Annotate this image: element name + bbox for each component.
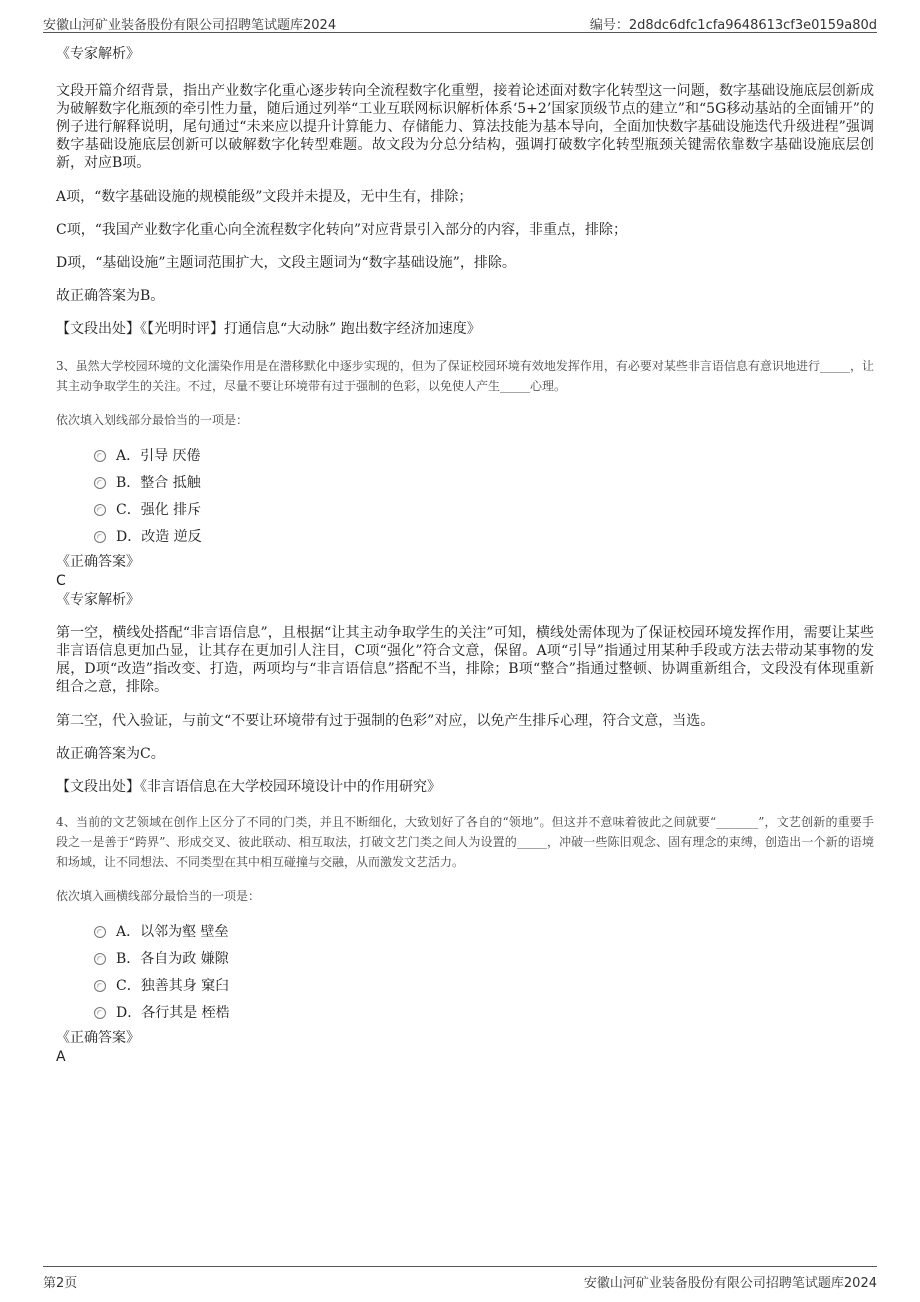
radio-icon[interactable] (94, 926, 106, 938)
option-b[interactable]: B．各自为政 嫌隙 (94, 949, 874, 969)
answer-statement: 故正确答案为B。 (56, 288, 165, 304)
correct-answer-label: 《正确答案》 (56, 1030, 140, 1046)
radio-icon[interactable] (94, 1007, 106, 1019)
analysis-paragraph: A项，“数字基础设施的规模能级”文段并未提及，无中生有，排除； (56, 189, 473, 205)
option-a[interactable]: A．以邻为壑 壁垒 (94, 922, 874, 942)
page-footer (43, 1266, 877, 1291)
page-number: 第2页 (43, 1276, 78, 1291)
answer-statement: 故正确答案为C。 (56, 746, 165, 762)
correct-answer-label: 《正确答案》 (56, 554, 140, 570)
analysis-paragraph: 第二空，代入验证，与前文“不要让环境带有过于强制的色彩”对应，以免产生排斥心理，符合文意，当选。 (56, 713, 715, 729)
analysis-paragraph: D项，“基础设施”主题词范围扩大，文段主题词为“数字基础设施”，排除。 (56, 255, 516, 271)
analysis-paragraph: C项，“我国产业数字化重心向全流程数字化转向”对应背景引入部分的内容，非重点，排除； (56, 222, 628, 238)
option-d[interactable]: D．改造 逆反 (94, 527, 874, 547)
option-d[interactable]: D．各行其是 桎梏 (94, 1003, 874, 1023)
question-3-stem: 3、虽然大学校园环境的文化濡染作用是在潜移默化中逐步实现的，但为了保证校园环境有效地发挥作用，有必要对某些非言语信息有意识地进行_____，让其主动争取学生的关注。不过，尽量不要让环境带有过于强制的色彩，以免使人产生_____心理。 (56, 359, 874, 393)
question-4-stem: 4、当前的文艺领域在创作上区分了不同的门类，并且不断细化，大致划好了各自的“领地”。但这并不意味着彼此之间就要“_______”，文艺创新的重要手段之一是善于“跨界”、形成交叉、彼此联动、相互取法，打破文艺门类之间人为设置的_____，冲破一些陈旧观念、固有理念的束缚，创造出一个新的语境和场域，让不同想法、不同类型在其中相互碰撞与交融，从而激发文艺活力。 (56, 815, 874, 869)
option-a[interactable]: A．引导 厌倦 (94, 446, 874, 466)
analysis-label: 《专家解析》 (56, 592, 140, 608)
footer-title: 安徽山河矿业装备股份有限公司招聘笔试题库2024 (583, 1276, 877, 1291)
option-b[interactable]: B．整合 抵触 (94, 473, 874, 493)
option-c[interactable]: C．强化 排斥 (94, 500, 874, 520)
question-4-options (94, 922, 874, 1023)
page-header (43, 12, 877, 33)
radio-icon[interactable] (94, 504, 106, 516)
question-3-options (94, 446, 874, 547)
radio-icon[interactable] (94, 477, 106, 489)
source-citation: 【文段出处】《非言语信息在大学校园环境设计中的作用研究》 (56, 779, 441, 795)
analysis-paragraph: 第一空，横线处搭配“非言语信息”，且根据“让其主动争取学生的关注”可知，横线处需体现为了保证校园环境发挥作用，需要让某些非言语信息更加凸显，让其存在更加引人注目，C项“强化”符合文意，保留。A项“引导”指通过用某种手段或方法去带动某事物的发展，D项“改造”指改变、打造，两项均与“非言语信息”搭配不当，排除；B项“整合”指通过整顿、协调重新组合，文段没有体现重新组合之意，排除。 (56, 625, 874, 695)
header-title: 安徽山河矿业装备股份有限公司招聘笔试题库2024 (43, 18, 337, 33)
analysis-label: 《专家解析》 (56, 46, 140, 62)
question-4-instruction: 依次填入画横线部分最恰当的一项是： (56, 889, 261, 903)
radio-icon[interactable] (94, 980, 106, 992)
radio-icon[interactable] (94, 531, 106, 543)
document-number: 编号：2d8dc6dfc1cfa9648613cf3e0159a80d (589, 18, 877, 33)
radio-icon[interactable] (94, 953, 106, 965)
correct-answer: C (56, 573, 66, 589)
correct-answer: A (56, 1049, 66, 1065)
radio-icon[interactable] (94, 450, 106, 462)
source-citation: 【文段出处】《【光明时评】打通信息“大动脉” 跑出数字经济加速度》 (56, 321, 481, 337)
analysis-paragraph: 文段开篇介绍背景，指出产业数字化重心逐步转向全流程数字化重塑，接着论述面对数字化转型这一问题，数字基础设施底层创新成为破解数字化瓶颈的牵引性力量，随后通过列举“工业互联网标识解析体系‘5+2’国家顶级节点的建立”和“5G移动基站的全面铺开”的例子进行解释说明，尾句通过“未来应以提升计算能力、存储能力、算法技能为基本导向，全面加快数字基础设施迭代升级进程”强调数字基础设施底层创新可以破解数字化转型难题。故文段为分总分结构，强调打破数字化转型瓶颈关键需依靠数字基础设施底层创新，对应B项。 (56, 83, 874, 171)
page-content (56, 40, 874, 1066)
option-c[interactable]: C．独善其身 窠臼 (94, 976, 874, 996)
question-3-instruction: 依次填入划线部分最恰当的一项是： (56, 413, 249, 427)
